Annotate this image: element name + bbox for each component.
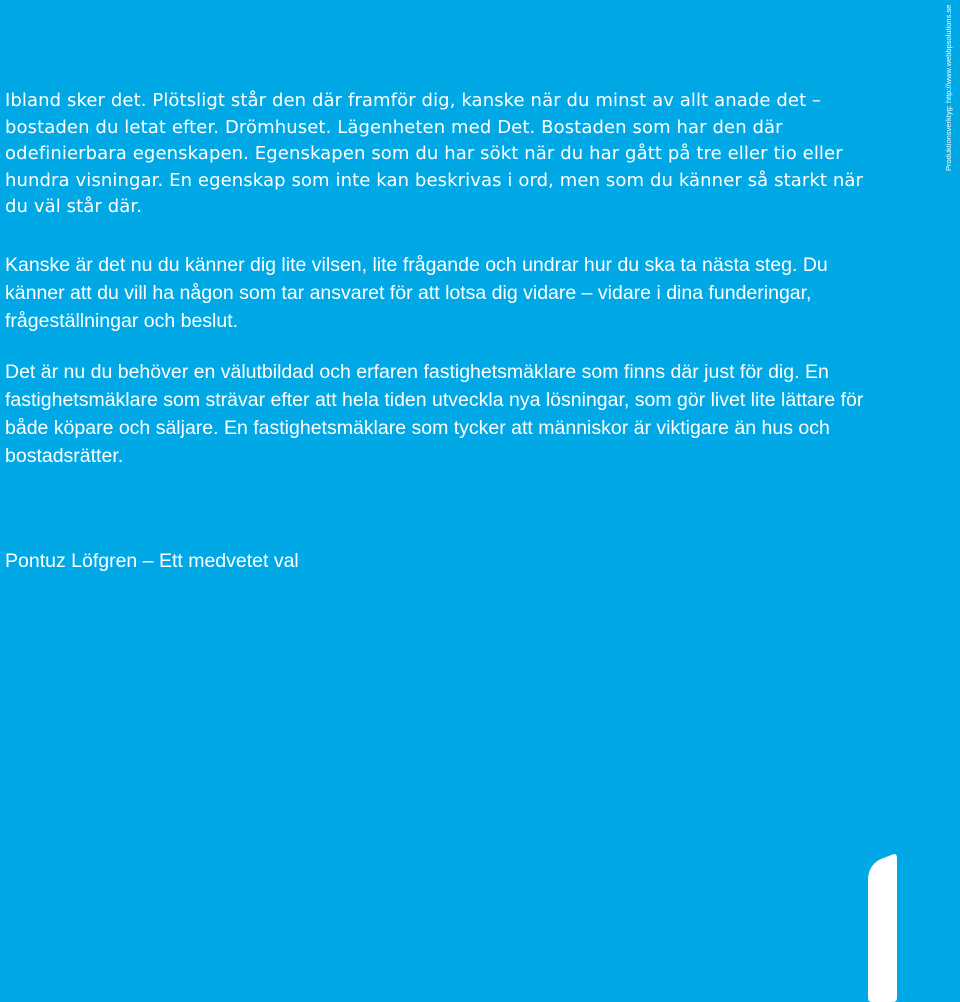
production-credit bbox=[942, 5, 958, 175]
corner-bracket-mark bbox=[866, 854, 898, 1002]
signature-line: Pontuz Löfgren – Ett medvetet val bbox=[5, 550, 299, 572]
third-paragraph: Det är nu du behöver en välutbildad och erfaren fastighetsmäklare som finns där just för dig. En fastighetsmäklare som strävar efter att hela tiden utveckla nya lösningar, som gör livet lite lättare för både köpare och säljare. En fastighetsmäklare som tycker att människor är viktigare än hus och bostadsrätter. bbox=[5, 361, 864, 467]
production-credit-text: Produktionsverktyg: http://www.webbpsolutions.se bbox=[944, 5, 953, 171]
second-paragraph: Kanske är det nu du känner dig lite vilsen, lite frågande och undrar hur du ska ta nästa steg. Du känner att du vill ha någon som tar ansvaret för att lotsa dig vidare – vidare i dina funderingar, frågeställningar och beslut. bbox=[5, 254, 828, 332]
intro-paragraph: Ibland sker det. Plötsligt står den där framför dig, kanske när du minst av allt anade det – bostaden du letat efter. Drömhuset. Lägenheten med Det. Bostaden som har den där odefinierbara egenskapen. Egenskapen som du har sökt när du har gått på tre eller tio eller hundra visningar. En egenskap som inte kan beskrivas i ord, men som du känner så starkt när du väl står där. bbox=[5, 90, 864, 217]
